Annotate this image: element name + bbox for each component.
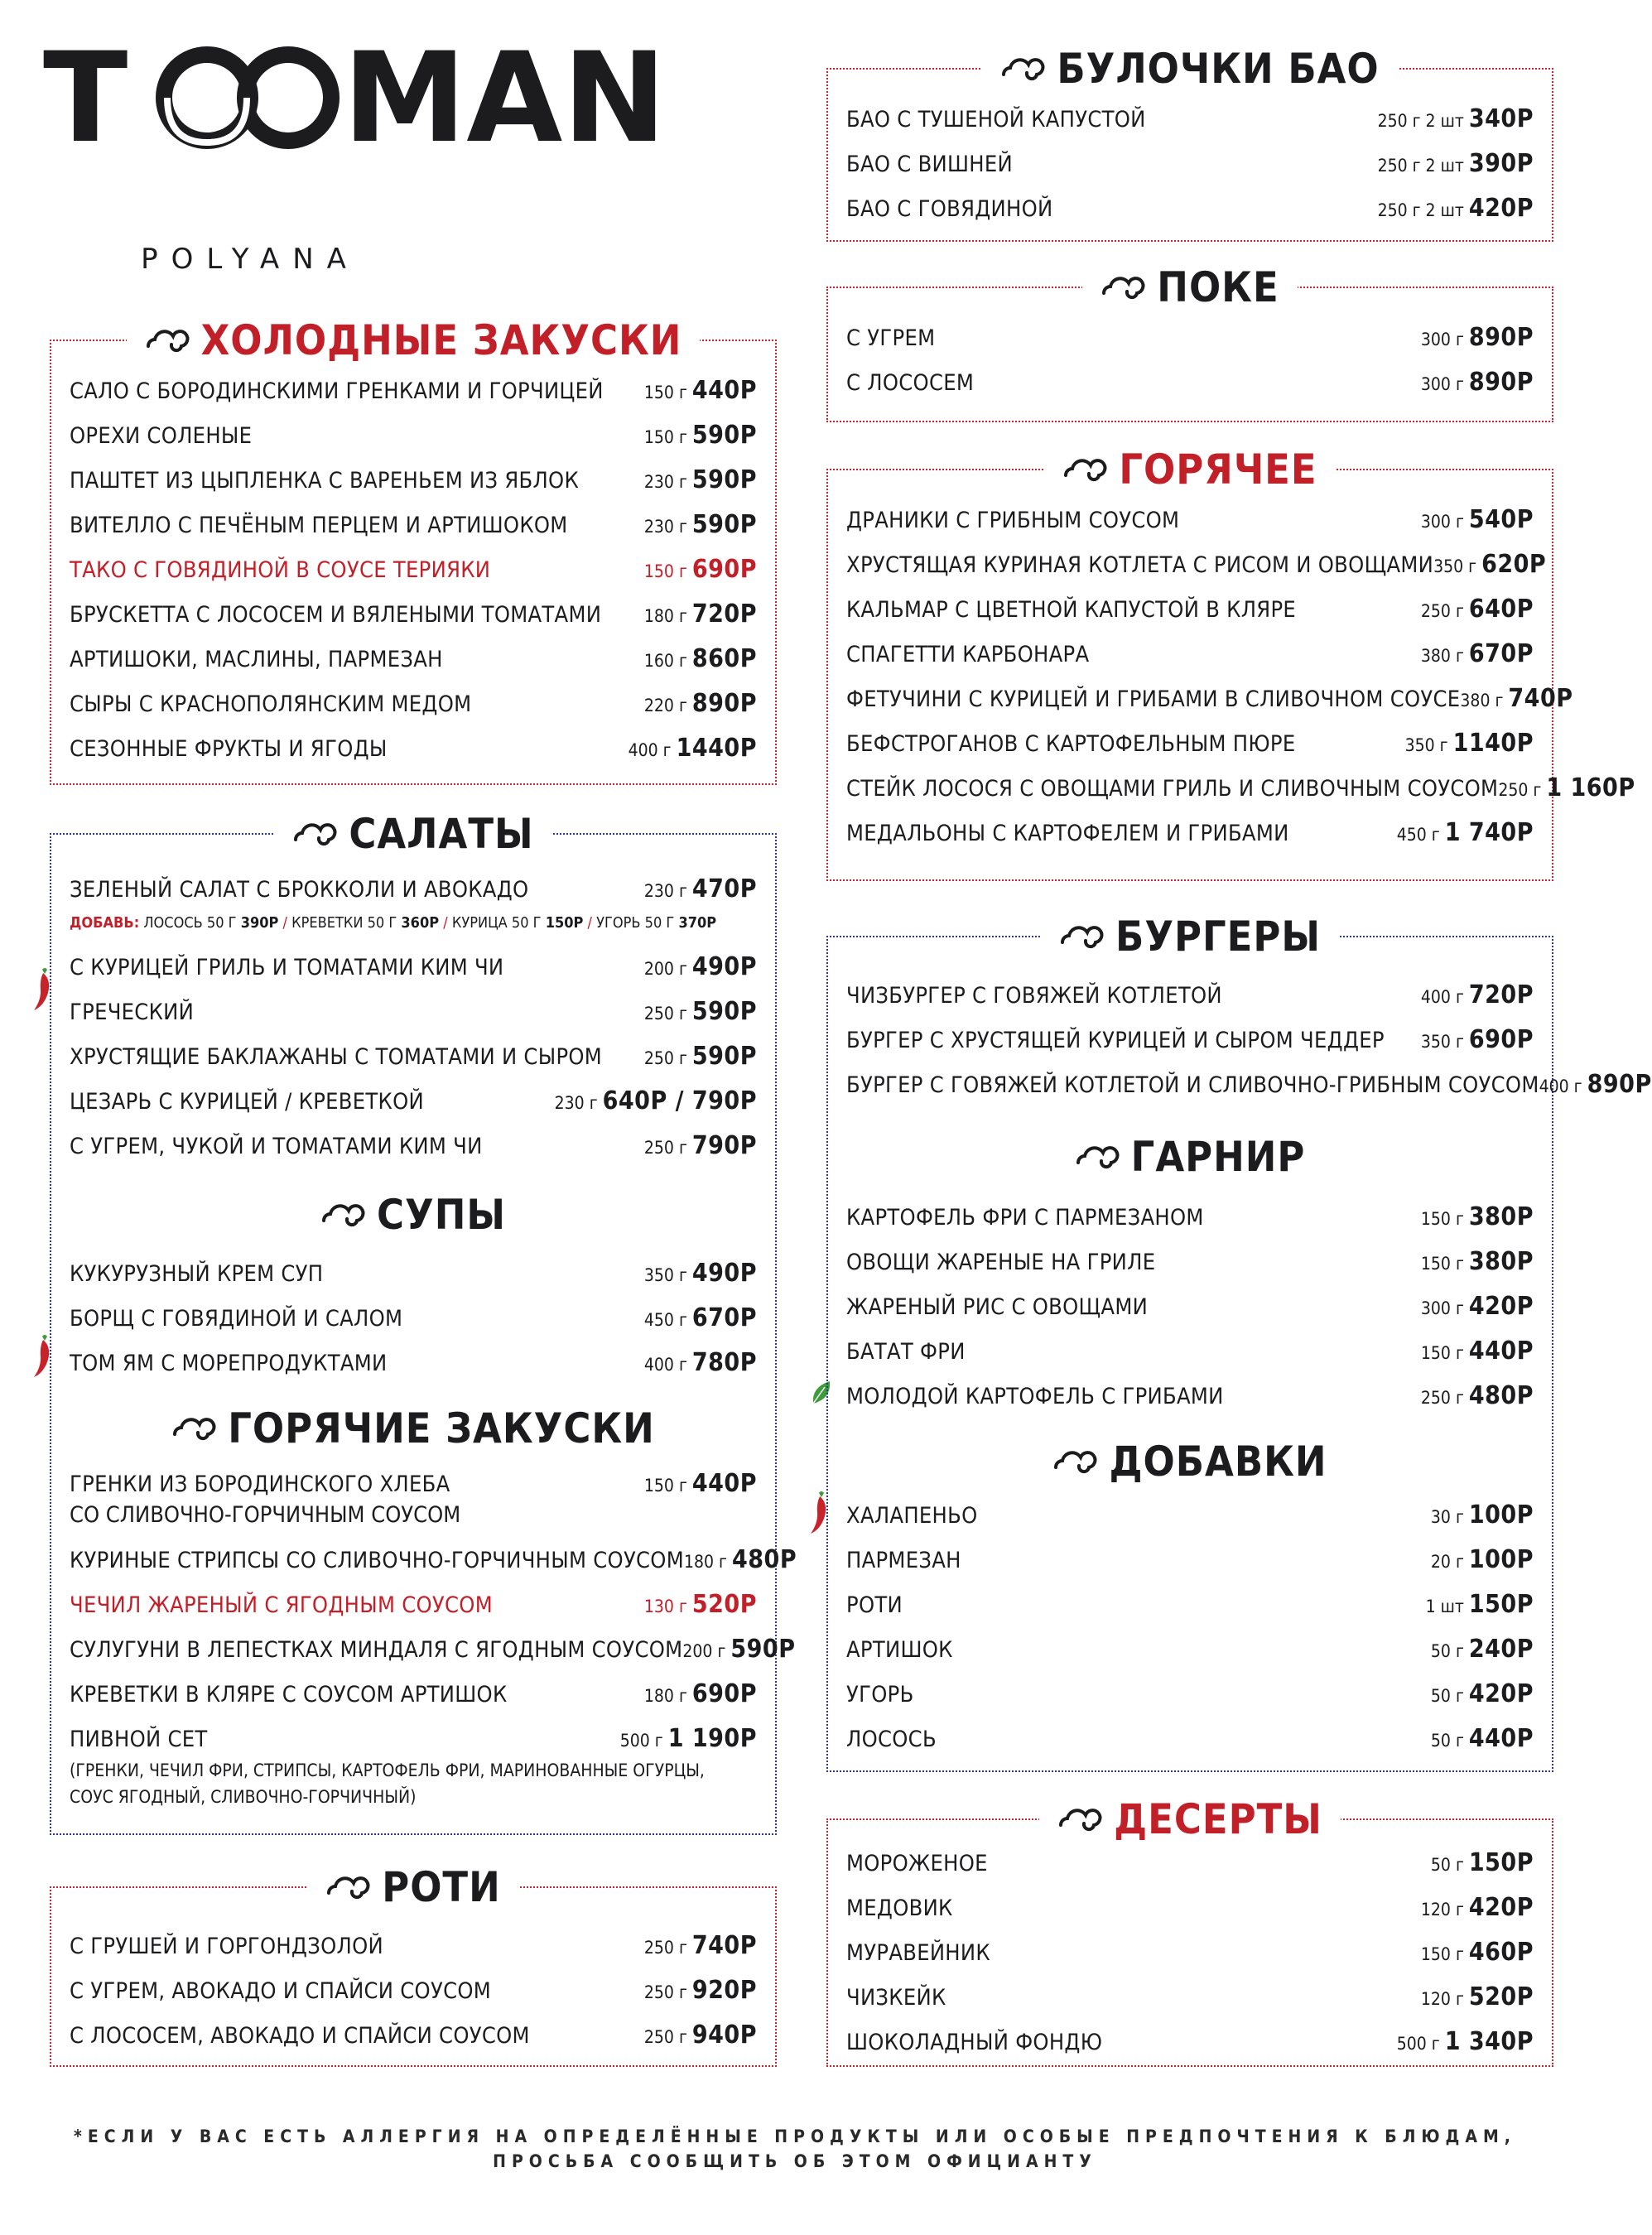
menu-item: ПАШТЕТ ИЗ ЦЫПЛЕНКА С ВАРЕНЬЕМ ИЗ ЯБЛОК 230 г 590Р: [70, 465, 757, 494]
section-title: [828, 263, 1552, 311]
menu-item: ЗЕЛЕНЫЙ САЛАТ С БРОККОЛИ И АВОКАДО 230 г 470Р: [70, 874, 757, 903]
menu-item: С ЛОСОСЕМ, АВОКАДО И СПАЙСИ СОУСОМ 250 г 940Р: [70, 2021, 757, 2050]
section-title: [828, 913, 1552, 961]
cloud-swirl-icon: [1057, 1807, 1102, 1832]
tooman-logo-icon: [43, 26, 788, 291]
menu-item: БУРГЕР С ГОВЯЖЕЙ КОТЛЕТОЙ И СЛИВОЧНО-ГРИБНЫМ СОУСОМ 400 г 890Р: [846, 1070, 1652, 1099]
menu-item: МУРАВЕЙНИК 150 г 460Р: [846, 1938, 1534, 1967]
section-title-text: ГОРЯЧЕЕ: [1119, 446, 1317, 494]
menu-item: СЫРЫ С КРАСНОПОЛЯНСКИМ МЕДОМ 220 г 890Р: [70, 689, 757, 718]
salad-addons: ДОБАВЬ: ЛОСОСЬ 50 Г 390Р / КРЕВЕТКИ 50 Г 360Р / КУРИЦА 50 Г 150Р / УГОРЬ 50 Г 370Р: [70, 914, 717, 932]
menu-item: КАЛЬМАР С ЦВЕТНОЙ КАПУСТОЙ В КЛЯРЕ 250 г 640Р: [846, 595, 1534, 624]
section-title-text: ПОКЕ: [1157, 263, 1279, 311]
section-desserts: [826, 1795, 1553, 2067]
svg-text:T: T: [43, 26, 128, 171]
section-title-text: ХОЛОДНЫЕ ЗАКУСКИ: [200, 316, 682, 364]
section-title-text: ГАРНИР: [1130, 1133, 1306, 1181]
menu-item: ОРЕХИ СОЛЕНЫЕ 150 г 590Р: [70, 421, 757, 450]
menu-item: ЧИЗКЕЙК 120 г 520Р: [846, 1982, 1534, 2011]
section-title: [828, 446, 1552, 494]
menu-item: ТОМ ЯМ С МОРЕПРОДУКТАМИ 400 г 780Р: [70, 1348, 757, 1377]
menu-item: БАО С ТУШЕНОЙ КАПУСТОЙ 250 г 2 шт 340Р: [846, 104, 1534, 133]
menu-item: ЛОСОСЬ 50 г 440Р: [846, 1724, 1534, 1753]
section-roti: [50, 1863, 777, 2067]
menu-item: ГРЕНКИ ИЗ БОРОДИНСКОГО ХЛЕБА 150 г 440Р: [70, 1469, 757, 1498]
menu-item: БОРЩ С ГОВЯДИНОЙ И САЛОМ 450 г 670Р: [70, 1303, 757, 1332]
menu-item: С УГРЕМ 300 г 890Р: [846, 323, 1534, 352]
allergy-note: *ЕСЛИ У ВАС ЕСТЬ АЛЛЕРГИЯ НА ОПРЕДЕЛЁННЫЕ ПРОДУКТЫ ИЛИ ОСОБЫЕ ПРЕДПОЧТЕНИЯ К БЛЮДАМ,: [73, 2127, 1516, 2146]
menu-item: БАТАТ ФРИ 150 г 440Р: [846, 1337, 1534, 1366]
section-title: [51, 810, 775, 858]
menu-item: КУРИНЫЕ СТРИПСЫ СО СЛИВОЧНО-ГОРЧИЧНЫМ СОУСОМ 180 г 480Р: [70, 1545, 797, 1574]
section-title-text: ГОРЯЧИЕ ЗАКУСКИ: [228, 1404, 655, 1452]
svg-text:MAN: MAN: [343, 26, 667, 171]
menu-item: ФЕТУЧИНИ С КУРИЦЕЙ И ГРИБАМИ В СЛИВОЧНОМ СОУСЕ 380 г 740Р: [846, 684, 1573, 713]
menu-item: МЕДОВИК 120 г 420Р: [846, 1893, 1534, 1922]
menu-item: ГРЕЧЕСКИЙ 250 г 590Р: [70, 997, 757, 1026]
section-burgers-garnish-extras: [826, 913, 1652, 1772]
menu-item: С УГРЕМ, АВОКАДО И СПАЙСИ СОУСОМ 250 г 920Р: [70, 1976, 757, 2005]
section-title-text: БУЛОЧКИ БАО: [1057, 45, 1380, 93]
menu-item: ПИВНОЙ СЕТ 500 г 1 190Р: [70, 1724, 757, 1753]
brand-subtitle: POLYANA: [141, 243, 359, 276]
cloud-swirl-icon: [292, 821, 337, 846]
menu-item: ХРУСТЯЩИЕ БАКЛАЖАНЫ С ТОМАТАМИ И СЫРОМ 250 г 590Р: [70, 1042, 757, 1071]
menu-item: АРТИШОКИ, МАСЛИНЫ, ПАРМЕЗАН 160 г 860Р: [70, 644, 757, 673]
menu-item: ЦЕЗАРЬ С КУРИЦЕЙ / КРЕВЕТКОЙ 230 г 640Р / 790Р: [70, 1086, 757, 1115]
section-title: [828, 1795, 1552, 1843]
section-salads-soups-hot-starters: [50, 810, 797, 1835]
section-cold-starters: [50, 316, 777, 785]
section-title-text: ДЕСЕРТЫ: [1114, 1795, 1322, 1843]
cloud-swirl-icon: [1101, 275, 1145, 300]
section-title: [828, 1133, 1552, 1181]
section-title: [51, 1863, 775, 1911]
section-title-text: РОТИ: [382, 1863, 501, 1911]
cloud-swirl-icon: [1000, 56, 1045, 81]
menu-item: ВИТЕЛЛО С ПЕЧЁНЫМ ПЕРЦЕМ И АРТИШОКОМ 230 г 590Р: [70, 510, 757, 539]
section-hot-dishes: [826, 446, 1635, 881]
menu-item: ХАЛАПЕНЬО 30 г 100Р: [846, 1500, 1534, 1529]
section-title: [828, 45, 1552, 93]
section-title: [828, 1438, 1552, 1486]
menu-item: ДРАНИКИ С ГРИБНЫМ СОУСОМ 300 г 540Р: [846, 505, 1534, 534]
menu-item: АРТИШОК 50 г 240Р: [846, 1635, 1534, 1664]
cloud-swirl-icon: [1075, 1144, 1120, 1169]
cloud-swirl-icon: [1062, 457, 1107, 482]
menu-item: КРЕВЕТКИ В КЛЯРЕ С СОУСОМ АРТИШОК 180 г 690Р: [70, 1679, 757, 1708]
menu-item: РОТИ 1 шт 150Р: [846, 1590, 1534, 1619]
menu-item: С ЛОСОСЕМ 300 г 890Р: [846, 368, 1534, 397]
menu-item: БАО С ГОВЯДИНОЙ 250 г 2 шт 420Р: [846, 194, 1534, 223]
section-title-text: БУРГЕРЫ: [1115, 913, 1321, 961]
menu-item: СЕЗОННЫЕ ФРУКТЫ И ЯГОДЫ 400 г 1440Р: [70, 734, 757, 763]
menu-item: МЕДАЛЬОНЫ С КАРТОФЕЛЕМ И ГРИБАМИ 450 г 1 740Р: [846, 818, 1534, 847]
section-title: [51, 1191, 775, 1239]
menu-item: БЕФСТРОГАНОВ С КАРТОФЕЛЬНЫМ ПЮРЕ 350 г 1140Р: [846, 729, 1534, 758]
menu-item-highlighted: ЧЕЧИЛ ЖАРЕНЫЙ С ЯГОДНЫМ СОУСОМ 130 г 520Р: [70, 1590, 757, 1619]
menu-item: КУКУРУЗНЫЙ КРЕМ СУП 350 г 490Р: [70, 1259, 757, 1288]
cloud-swirl-icon: [1059, 924, 1104, 949]
menu-item: С КУРИЦЕЙ ГРИЛЬ И ТОМАТАМИ КИМ ЧИ 200 г 490Р: [70, 952, 757, 981]
menu-item-line2: СО СЛИВОЧНО-ГОРЧИЧНЫМ СОУСОМ: [70, 1502, 461, 1528]
menu-item: ЖАРЕНЫЙ РИС С ОВОЩАМИ 300 г 420Р: [846, 1292, 1534, 1321]
menu-item: БУРГЕР С ХРУСТЯЩЕЙ КУРИЦЕЙ И СЫРОМ ЧЕДДЕР 350 г 690Р: [846, 1025, 1534, 1054]
menu-item: УГОРЬ 50 г 420Р: [846, 1679, 1534, 1708]
brand-logo: [43, 26, 788, 291]
menu-item: СПАГЕТТИ КАРБОНАРА 380 г 670Р: [846, 639, 1534, 668]
menu-item: СТЕЙК ЛОСОСЯ С ОВОЩАМИ ГРИЛЬ И СЛИВОЧНЫМ СОУСОМ 250 г 1 160Р: [846, 773, 1635, 802]
menu-item: БРУСКЕТТА С ЛОСОСЕМ И ВЯЛЕНЫМИ ТОМАТАМИ 180 г 720Р: [70, 600, 757, 629]
cloud-swirl-icon: [145, 328, 190, 353]
menu-item: ХРУСТЯЩАЯ КУРИНАЯ КОТЛЕТА С РИСОМ И ОВОЩАМИ 350 г 620Р: [846, 550, 1547, 579]
set-description: (ГРЕНКИ, ЧЕЧИЛ ФРИ, СТРИПСЫ, КАРТОФЕЛЬ ФРИ, МАРИНОВАННЫЕ ОГУРЦЫ,: [70, 1761, 705, 1780]
section-title-text: ДОБАВКИ: [1109, 1438, 1327, 1486]
menu-item: ШОКОЛАДНЫЙ ФОНДЮ 500 г 1 340Р: [846, 2027, 1534, 2056]
menu-item: С ГРУШЕЙ И ГОРГОНДЗОЛОЙ 250 г 740Р: [70, 1931, 757, 1960]
section-title: [51, 1404, 775, 1452]
set-description: СОУС ЯГОДНЫЙ, СЛИВОЧНО-ГОРЧИЧНЫЙ): [70, 1787, 417, 1807]
allergy-note: ПРОСЬБА СООБЩИТЬ ОБ ЭТОМ ОФИЦИАНТУ: [493, 2151, 1097, 2171]
menu-item: САЛО С БОРОДИНСКИМИ ГРЕНКАМИ И ГОРЧИЦЕЙ 150 г 440Р: [70, 376, 757, 405]
menu-item: БАО С ВИШНЕЙ 250 г 2 шт 390Р: [846, 149, 1534, 178]
menu-item: КАРТОФЕЛЬ ФРИ С ПАРМЕЗАНОМ 150 г 380Р: [846, 1202, 1534, 1231]
menu-item: СУЛУГУНИ В ЛЕПЕСТКАХ МИНДАЛЯ С ЯГОДНЫМ СОУСОМ 200 г 590Р: [70, 1635, 796, 1664]
menu-item-highlighted: ТАКО С ГОВЯДИНОЙ В СОУСЕ ТЕРИЯКИ 150 г 690Р: [70, 555, 757, 584]
cloud-swirl-icon: [171, 1416, 216, 1441]
cloud-swirl-icon: [1052, 1449, 1097, 1474]
menu-item: ПАРМЕЗАН 20 г 100Р: [846, 1545, 1534, 1574]
menu-item: МОРОЖЕНОЕ 50 г 150Р: [846, 1848, 1534, 1877]
section-title-text: САЛАТЫ: [349, 810, 534, 858]
menu-item: ОВОЩИ ЖАРЕНЫЕ НА ГРИЛЕ 150 г 380Р: [846, 1247, 1534, 1276]
menu-item: МОЛОДОЙ КАРТОФЕЛЬ С ГРИБАМИ 250 г 480Р: [846, 1381, 1534, 1410]
section-title: [51, 316, 775, 364]
section-poke: [826, 263, 1553, 422]
cloud-swirl-icon: [325, 1875, 370, 1900]
menu-item: С УГРЕМ, ЧУКОЙ И ТОМАТАМИ КИМ ЧИ 250 г 790Р: [70, 1131, 757, 1160]
section-bao: [826, 45, 1553, 242]
menu-item: ЧИЗБУРГЕР С ГОВЯЖЕЙ КОТЛЕТОЙ 400 г 720Р: [846, 980, 1534, 1009]
cloud-swirl-icon: [320, 1202, 365, 1227]
section-title-text: СУПЫ: [377, 1191, 506, 1239]
